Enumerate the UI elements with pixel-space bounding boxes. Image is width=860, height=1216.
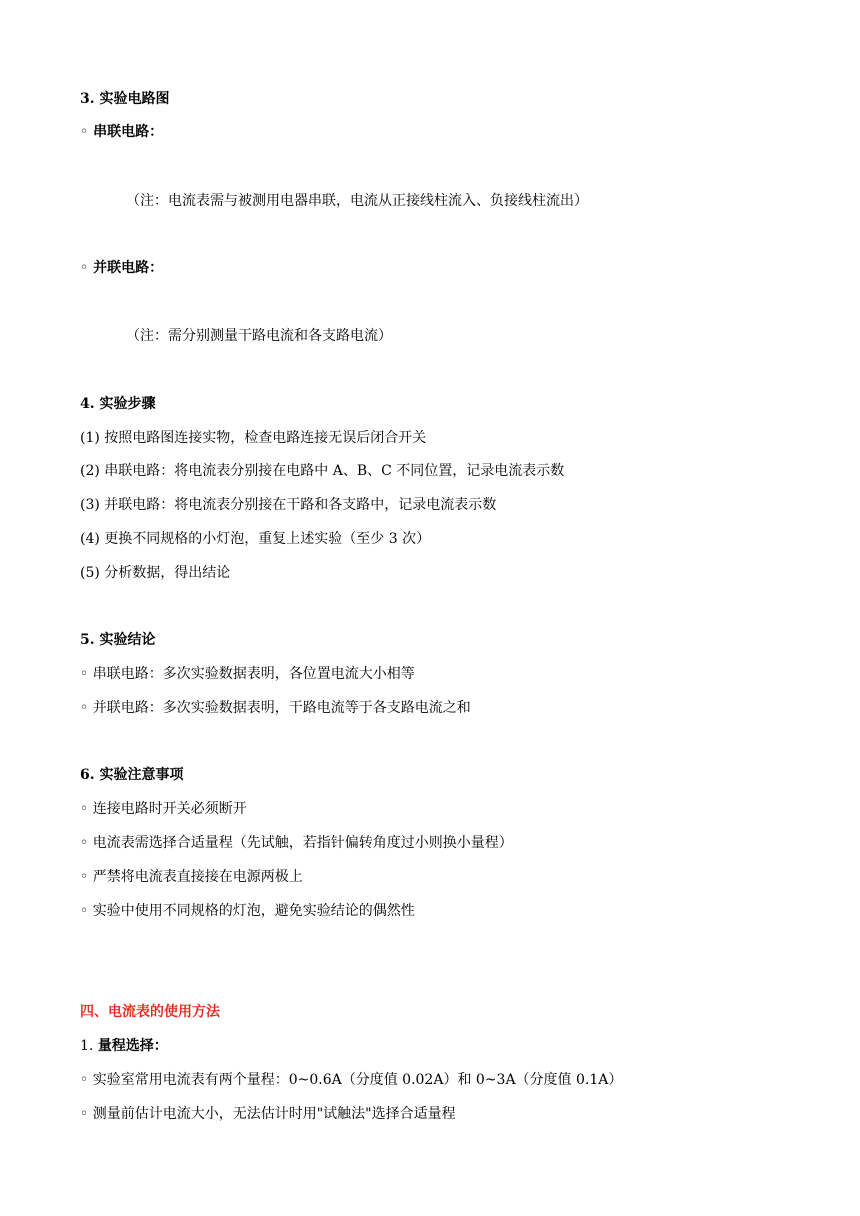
- conclusion-item: ◦ 串联电路：多次实验数据表明，各位置电流大小相等: [80, 666, 415, 682]
- step-item: (4) 更换不同规格的小灯泡，重复上述实验（至少 3 次）: [80, 531, 431, 547]
- parallel-circuit-label: ◦ 并联电路：: [80, 260, 164, 276]
- range-selection-title: 量程选择：: [97, 1038, 168, 1054]
- section3-heading: 3. 实验电路图: [80, 91, 170, 107]
- caution-item: ◦ 严禁将电流表直接接在电源两极上: [80, 869, 303, 885]
- series-circuit-note: （注：电流表需与被测用电器串联，电流从正接线柱流入、负接线柱流出）: [126, 193, 588, 209]
- step-item: (2) 串联电路：将电流表分别接在电路中 A、B、C 不同位置，记录电流表示数: [80, 463, 565, 479]
- section6-heading: 6. 实验注意事项: [80, 767, 184, 783]
- range-selection-heading: [80, 1036, 168, 1056]
- conclusion-item: ◦ 并联电路：多次实验数据表明，干路电流等于各支路电流之和: [80, 700, 471, 716]
- step-item: (5) 分析数据，得出结论: [80, 565, 231, 581]
- part4-heading: 四、电流表的使用方法: [80, 1004, 220, 1020]
- section5-heading: 5. 实验结论: [80, 632, 156, 648]
- range-item: ◦ 实验室常用电流表有两个量程：0~0.6A（分度值 0.02A）和 0~3A（分度值 0.1A）: [80, 1072, 623, 1088]
- parallel-circuit-note: （注：需分别测量干路电流和各支路电流）: [126, 328, 392, 344]
- caution-item: ◦ 连接电路时开关必须断开: [80, 801, 247, 817]
- caution-item: ◦ 电流表需选择合适量程（先试触，若指针偏转角度过小则换小量程）: [80, 835, 513, 851]
- step-item: (3) 并联电路：将电流表分别接在干路和各支路中，记录电流表示数: [80, 497, 497, 513]
- section4-heading: 4. 实验步骤: [80, 396, 156, 412]
- range-selection-number: 1.: [80, 1038, 94, 1054]
- range-item: ◦ 测量前估计电流大小，无法估计时用"试触法"选择合适量程: [80, 1106, 456, 1122]
- step-item: (1) 按照电路图连接实物，检查电路连接无误后闭合开关: [80, 430, 427, 446]
- caution-item: ◦ 实验中使用不同规格的灯泡，避免实验结论的偶然性: [80, 903, 415, 919]
- series-circuit-label: ◦ 串联电路：: [80, 124, 164, 140]
